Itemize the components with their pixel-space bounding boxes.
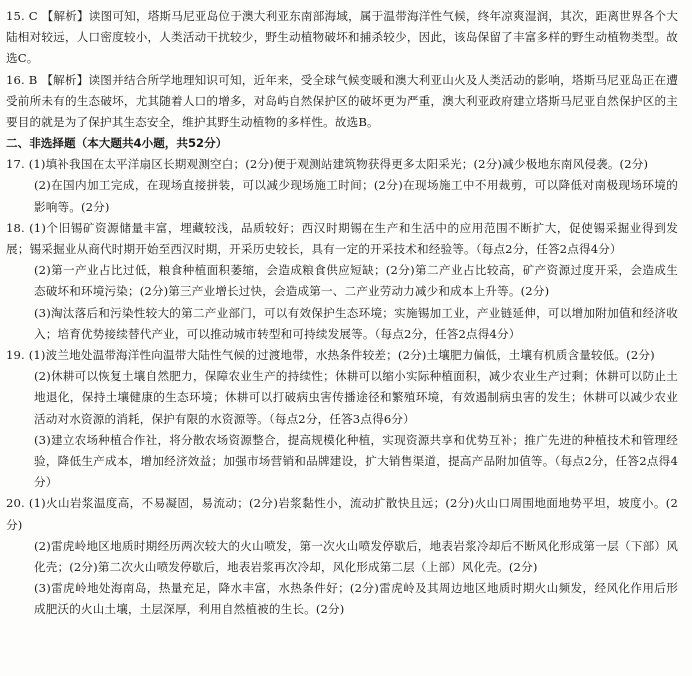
answer-19-3: (3)建立农场种植合作社，将分散农场资源整合，提高规模化种植，实现资源共享和优势互补；推广先进的种植技术和管理经验，降低生产成本，增加经济效益；加强市场营销和品牌建设，扩大销售渠道，提高产品附加值等。（每点2分，任答2点得4分）: [34, 432, 678, 490]
answer-18-2: (2)第一产业占比过低，粮食种植面积萎缩，会造成粮食供应短缺；(2分)第二产业占比较高，矿产资源过度开采，会造成生态破坏和环境污染；(2分)第三产业增长过快，会造成第一、二产业劳动力减少和成本上升等。(2分): [34, 263, 678, 299]
section-heading-nonchoice: 二、非选择题（本大题共4小题，共52分）: [6, 136, 228, 151]
answer-17-1: 17. (1)填补我国在太平洋扇区长期观测空白；(2分)便于观测站建筑物获得更多太阳采光；(2分)减少极地东南风侵袭。(2分): [6, 157, 649, 172]
answer-18-1: 18. (1)个旧锡矿资源储量丰富，埋藏较浅，品质较好；西汉时期锡在生产和生活中的应用范围不断扩大，促使锡采掘业得到发展；锡采掘业从商代时期开始至西汉时期，开采历史较长，具有一定的开采技术和经验等。（每点2分，任答2点得4分）: [6, 220, 678, 257]
answer-20-3: (3)雷虎岭地处海南岛，热量充足，降水丰富，水热条件好；(2分)雷虎岭及其周边地区地质时期火山频发，经风化作用后形成肥沃的火山土壤，土层深厚，利用自然植被的生长。(2分): [34, 581, 678, 617]
answer-15: 15. C 【解析】读图可知，塔斯马尼亚岛位于澳大利亚东南部海域，属于温带海洋性气候，终年凉爽湿润，其次，距离世界各个大陆相对较远，人口密度较小，人类活动干扰较少，野生动植物破坏和捕杀较少，因此，该岛保留了丰富多样的野生动植物类型。故选C。: [6, 9, 678, 66]
answer-20-1: 20. (1)火山岩浆温度高，不易凝固，易流动；(2分)岩浆黏性小，流动扩散快且远；(2分)火山口周围地面地势平坦，坡度小。(2分): [6, 496, 678, 532]
answer-19-2: (2)休耕可以恢复土壤自然肥力，保障农业生产的持续性；休耕可以缩小实际种植面积，减少农业生产过剩；休耕可以防止土地退化，保持土壤健康的生态环境；休耕可以打破病虫害传播途径和繁殖环境，有效遏制病虫害的发生；休耕可以减少农业活动对水资源的消耗，保护有限的水资源等。（每点2分，任答3点得6分）: [34, 369, 678, 426]
answer-17-2: (2)在国内加工完成，在现场直接拼装，可以减少现场施工时间；(2分)在现场施工中不用裁剪，可以降低对南极现场环境的影响等。(2分): [34, 178, 678, 214]
answer-18-3: (3)淘汰落后和污染性较大的第二产业部门，可以有效保护生态环境；实施锡加工业，产业链延伸，可以增加附加值和经济收入；培育优势接续替代产业，可以推动城市转型和可持续发展等。（每点2分，任答2点得4分）: [34, 305, 678, 341]
answer-19-1: 19. (1)波兰地处温带海洋性向温带大陆性气候的过渡地带，水热条件较差；(2分)土壤肥力偏低，土壤有机质含量较低。(2分): [6, 348, 655, 363]
answer-20-2: (2)雷虎岭地区地质时期经历两次较大的火山喷发，第一次火山喷发停歇后，地表岩浆冷却后不断风化形成第一层（下部）风化壳；(2分)第二次火山喷发停歇后，地表岩浆再次冷却，风化形成第二层（上部）风化壳。(2分): [34, 538, 678, 575]
answer-16: 16. B 【解析】读图并结合所学地理知识可知，近年来，受全球气候变暖和澳大利亚山火及人类活动的影响，塔斯马尼亚岛正在遭受前所未有的生态破坏，尤其随着人口的增多，对岛屿自然保护区的破坏更为严重，澳大利亚政府建立塔斯马尼亚自然保护区的主要目的就是为了保护其生态安全，维护其野生动植物的多样性。故选B。: [6, 72, 678, 130]
